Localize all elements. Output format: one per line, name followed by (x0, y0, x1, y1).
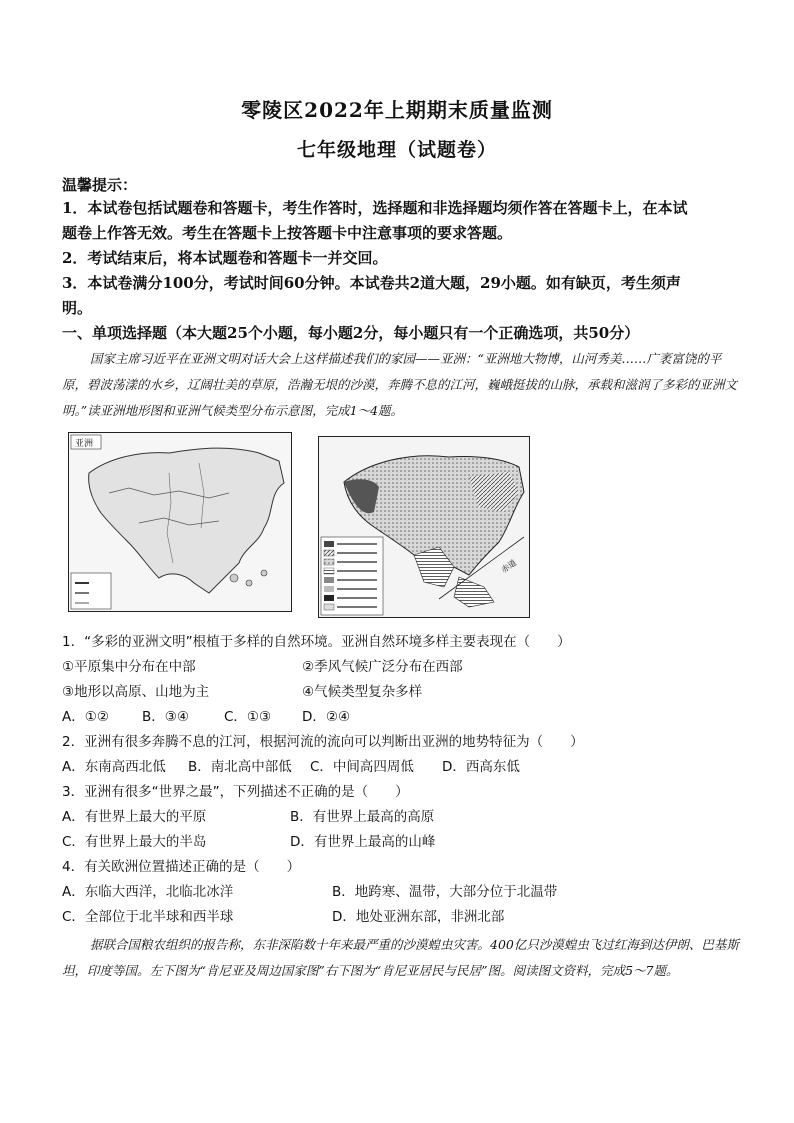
option-a: A．东临大西洋，北临北冰洋 (62, 884, 234, 900)
asia-terrain-map (68, 432, 292, 612)
statement-1: ①平原集中分布在中部 (62, 659, 196, 675)
option-a: A．①② (62, 709, 109, 725)
question-1-options (62, 705, 752, 730)
option-a: A．有世界上最大的平原 (62, 809, 207, 825)
question-1-statements (62, 655, 752, 680)
tips-line: 1．本试卷包括试题卷和答题卡，考生作答时，选择题和非选择题均须作答在答题卡上，在本试 (62, 199, 688, 217)
question-1-statements (62, 680, 752, 705)
question-list (62, 630, 752, 930)
asia-climate-map (318, 436, 530, 618)
question-3-options (62, 830, 752, 855)
question-4-options (62, 880, 752, 905)
option-b: B．③④ (142, 709, 189, 725)
question-3-stem: 3．亚洲有很多“世界之最”，下列描述不正确的是（ ） (62, 784, 409, 800)
option-d: D．地处亚洲东部，非洲北部 (332, 909, 505, 925)
option-d: D．②④ (302, 709, 351, 725)
question-2-stem: 2．亚洲有很多奔腾不息的江河，根据河流的流向可以判断出亚洲的地势特征为（ ） (62, 734, 584, 750)
question-4-options (62, 905, 752, 930)
statement-3: ③地形以高原、山地为主 (62, 684, 210, 700)
statement-2: ②季风气候广泛分布在西部 (302, 659, 463, 675)
option-a: A．东南高西北低 (62, 759, 166, 775)
option-b: B．南北高中部低 (188, 759, 292, 775)
question-2-options (62, 755, 752, 780)
exam-title: 零陵区2022年上期期末质量监测 (241, 98, 553, 122)
option-d: D．有世界上最高的山峰 (290, 834, 436, 850)
tips-line: 明。 (62, 299, 93, 317)
section-heading: 一、单项选择题（本大题25个小题，每小题2分，每小题只有一个正确选项，共50分） (62, 324, 640, 342)
tips-list (62, 196, 738, 321)
tips-line: 题卷上作答无效。考生在答题卡上按答题卡中注意事项的要求答题。 (62, 224, 513, 242)
map1-label: 亚洲 (75, 439, 94, 449)
tips-heading: 温馨提示： (62, 176, 138, 194)
question-1-stem: 1．“多彩的亚洲文明”根植于多样的自然环境。亚洲自然环境多样主要表现在（ ） (62, 634, 571, 650)
intro-passage-2: 据联合国粮农组织的报告称，东非深陷数十年来最严重的沙漠蝗虫灾害。400亿只沙漠蝗虫飞过红海到达伊朗、巴基斯坦，印度等国。左下图为“肯尼亚及周边国家图”右下图为“肯尼亚居民与民居”图。阅读图文资料，完成5～7题。 (62, 937, 739, 978)
option-d: D．西高东低 (442, 759, 520, 775)
option-c: C．①③ (224, 709, 272, 725)
option-b: B．地跨寒、温带，大部分位于北温带 (332, 884, 558, 900)
option-b: B．有世界上最高的高原 (290, 809, 435, 825)
asia-terrain-map-graphic (69, 433, 291, 611)
intro-passage-1: 国家主席习近平在亚洲文明对话大会上这样描述我们的家园——亚洲：“亚洲地大物博，山河秀美……广袤富饶的平原，碧波荡漾的水乡，辽阔壮美的草原，浩瀚无垠的沙漠，奔腾不息的江河，巍峨挺拔的山脉，承载和滋润了多彩的亚洲文明。”读亚洲地形图和亚洲气候类型分布示意图，完成1～4题。 (62, 351, 738, 418)
statement-4: ④气候类型复杂多样 (302, 684, 423, 700)
tips-line: 2．考试结束后，将本试题卷和答题卡一并交回。 (62, 249, 388, 267)
option-c: C．全部位于北半球和西半球 (62, 909, 234, 925)
option-c: C．有世界上最大的半岛 (62, 834, 207, 850)
map2-equator-label: 赤道 (499, 558, 519, 575)
tips-line: 3．本试卷满分100分，考试时间60分钟。本试卷共2道大题，29小题。如有缺页，考生须声 (62, 274, 681, 292)
exam-subtitle: 七年级地理（试题卷） (296, 139, 497, 161)
question-4-stem: 4．有关欧洲位置描述正确的是（ ） (62, 859, 301, 875)
asia-climate-map-graphic (319, 437, 529, 617)
question-3-options (62, 805, 752, 830)
option-c: C．中间高四周低 (310, 759, 414, 775)
